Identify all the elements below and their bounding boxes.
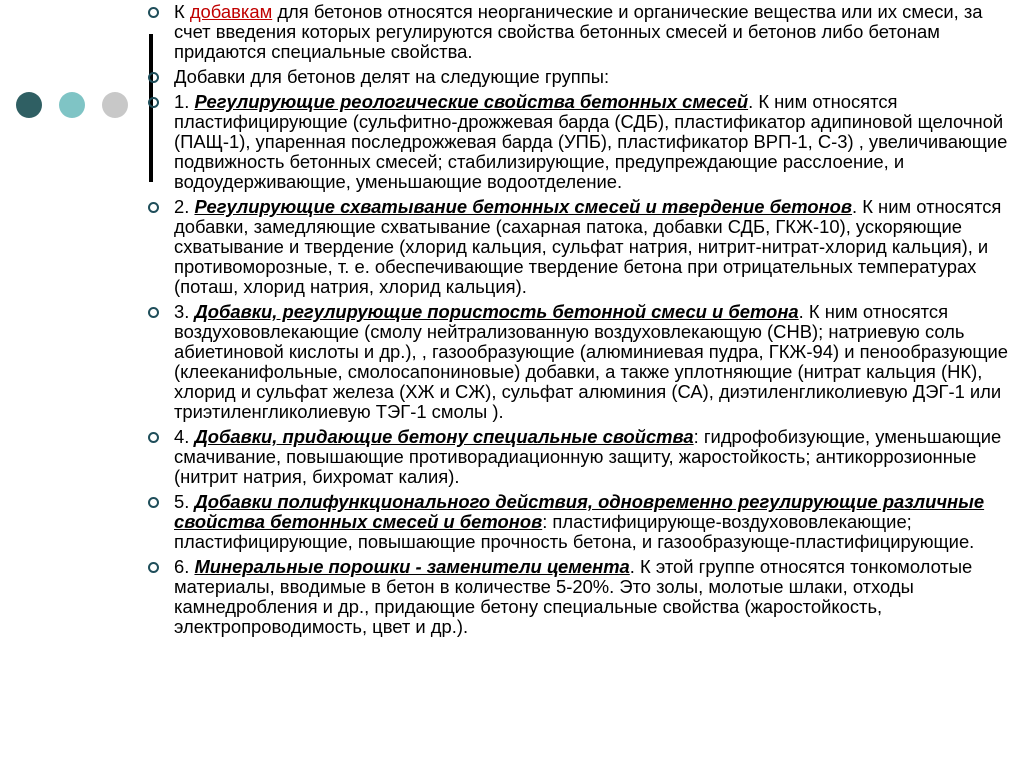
- list-item-groups: [144, 67, 1012, 87]
- bullet-icon: [146, 3, 160, 21]
- bullet-icon: [146, 198, 160, 216]
- list-item-group-2: [144, 197, 1012, 297]
- group-number: 3.: [174, 301, 195, 322]
- group-heading: Регулирующие реологические свойства бетонных смесей: [194, 91, 749, 112]
- bullet-icon: [146, 68, 160, 86]
- group-text: : гидрофобизующие, уменьшающие смачивание, повышающие противорадиационную защиту, жаростойкость; антикоррозионные (нитрит натрия, бихромат калия).: [174, 426, 1002, 487]
- bullet-list: [144, 0, 1012, 642]
- group-text: . К ним относятся добавки, замедляющие схватывание (сахарная патока, добавки СДБ, ГКЖ-10), ускоряющие схватывание и твердение (хлорид кальция, сульфат натрия, нитрит-нитрат-хлорид кальция), и противоморозные, т. е. обеспечивающие твердение бетона при отрицательных температурах (поташ, хлорид натрия, хлорид кальция).: [174, 196, 1002, 297]
- bullet-icon: [146, 493, 160, 511]
- group-text: . К ним относятся воздухововлекающие (смолу нейтрализованную воздуховлекающую (СНВ); натриевую соль абиетиновой кислоты и др.), , газообразующие (алюминиевая пудра, ГКЖ-94) и пенообразующие (клееканифольные, смолосапониновые) добавки, а также уплотняющие (нитрат кальция (НК), хлорид и сульфат железа (ХЖ и СЖ), сульфат алюминия (СА), диэтиленгликолиевую ДЭГ-1 или триэтиленгликолиевую ТЭГ-1 смолы ).: [174, 301, 1009, 422]
- group-text: . К ним относятся пластифицирующие (сульфитно-дрожжевая барда (СДБ), пластификатор адипиновой щелочной (ПАЩ-1), упаренная последрожжевая барда (УПБ), пластификатор ВРП-1, С-3) , увеличивающие подвижность бетонных смесей; стабилизирующие, предупреждающие расслоение, и водоудерживающие, уменьшающие водоотделение.: [174, 91, 1008, 192]
- list-item-group-6: [144, 557, 1012, 637]
- group-number: 4.: [174, 426, 195, 447]
- list-item-group-3: [144, 302, 1012, 422]
- list-item-intro: [144, 2, 1012, 62]
- bullet-icon: [146, 303, 160, 321]
- group-number: 2.: [174, 196, 195, 217]
- bullet-icon: [146, 428, 160, 446]
- decorative-dot-dark: [16, 92, 42, 118]
- list-item-group-4: [144, 427, 1012, 487]
- group-text: : пластифицирующе-воздухововлекающие; пластифицирующие, повышающие прочность бетона, и газообразующе-пластифицирующие.: [174, 511, 975, 552]
- decorative-dot-light: [59, 92, 85, 118]
- group-text: . К этой группе относятся тонкомолотые материалы, вводимые в бетон в количестве 5-20%. Это золы, молотые шлаки, отходы камнедробления и др., придающие бетону специальные свойства (жаростойкость, электропроводимость, цвет и др.).: [174, 556, 973, 637]
- group-heading: Добавки полифункционального действия, одновременно регулирующие различные свойства бетонных смесей и бетонов: [174, 491, 985, 532]
- decorative-dot-gray: [102, 92, 128, 118]
- group-heading: Добавки, придающие бетону специальные свойства: [194, 426, 694, 447]
- group-number: 5.: [174, 491, 195, 512]
- intro-text: для бетонов относятся неорганические и органические вещества или их смеси, за счет введения которых регулируются свойства бетонных смесей и бетонов либо бетонам придаются специальные свойства.: [174, 1, 983, 62]
- bullet-icon: [146, 93, 160, 111]
- list-item-group-5: [144, 492, 1012, 552]
- group-number: 1.: [174, 91, 195, 112]
- groups-text: Добавки для бетонов делят на следующие группы:: [174, 66, 610, 87]
- additives-link[interactable]: добавкам: [189, 1, 273, 22]
- group-number: 6.: [174, 556, 195, 577]
- group-heading: Минеральные порошки - заменители цемента: [194, 556, 630, 577]
- list-item-group-1: [144, 92, 1012, 192]
- intro-prefix: К: [174, 1, 190, 22]
- group-heading: Регулирующие схватывание бетонных смесей и твердение бетонов: [194, 196, 853, 217]
- bullet-icon: [146, 558, 160, 576]
- group-heading: Добавки, регулирующие пористость бетонной смеси и бетона: [194, 301, 799, 322]
